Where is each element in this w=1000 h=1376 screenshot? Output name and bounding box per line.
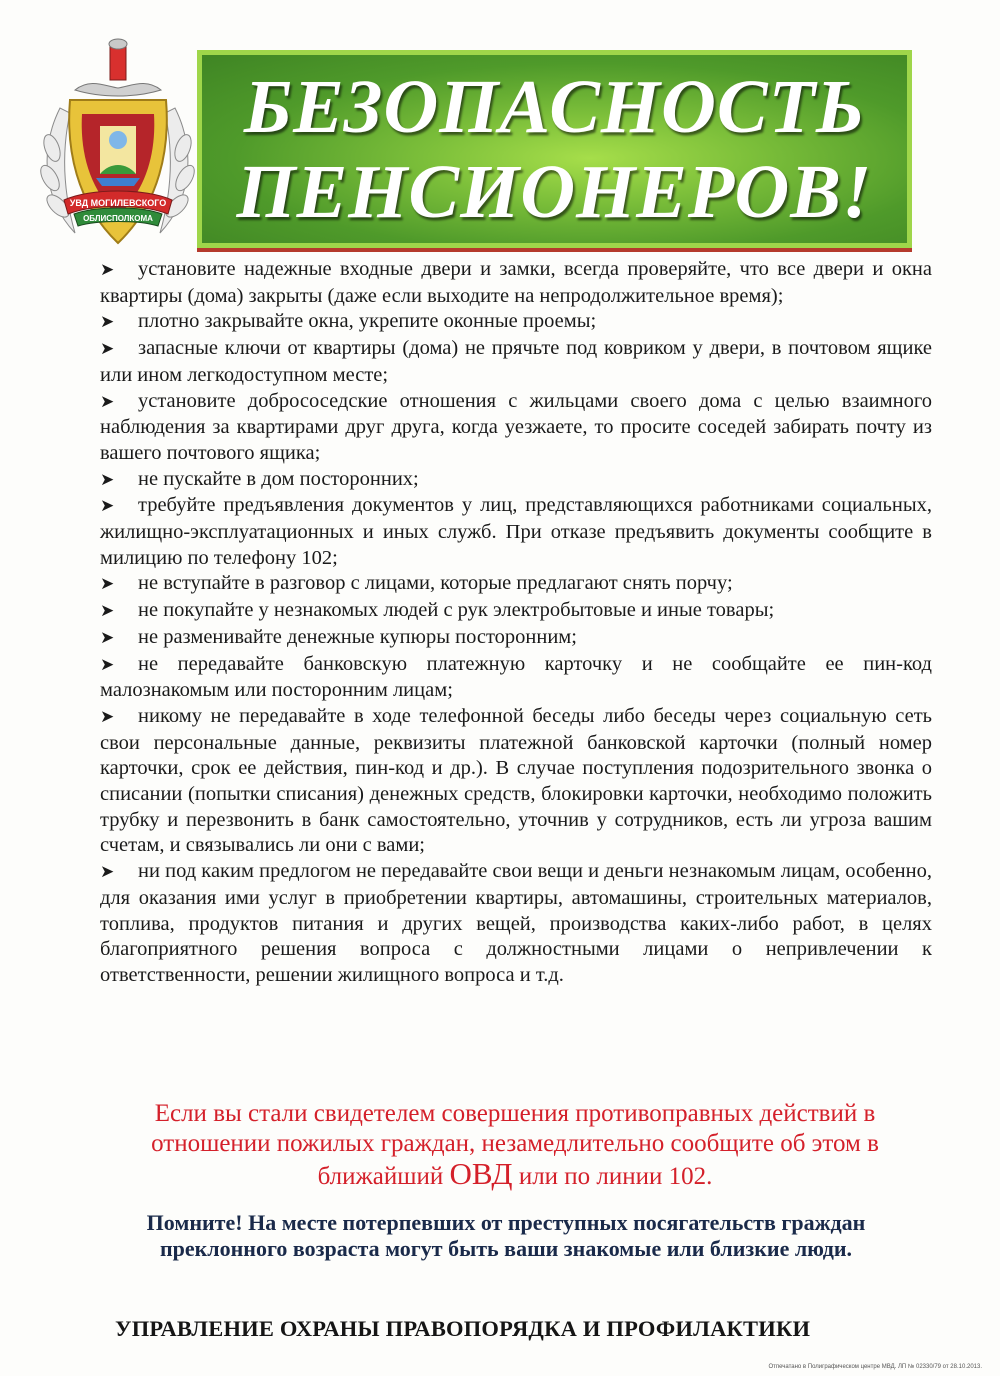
title-banner [197,50,912,248]
tip-text: не пускайте в дом посторонних; [138,467,419,490]
title-line-1: БЕЗОПАСНОСТЬ [243,65,866,149]
arrow-bullet-icon: ➤ [100,574,115,595]
tip-text: ни под каким предлогом не передавайте свои вещи и деньги незнакомым лицам, особенно, для оказания ими услуг в приобретении квартиры, автомашины, строительных материалов, топлива, продуктов питания и других вещей, производства каких-либо работ, в целях благоприятного решения вопроса с должностными лицами о непривлечении к ответственности, решении жилищного вопроса и т.д. [100,860,932,986]
tip-item [100,571,932,598]
arrow-bullet-icon: ➤ [100,391,115,412]
tip-item [100,389,932,467]
arrow-bullet-icon: ➤ [100,469,115,490]
tip-text: плотно закрывайте окна, укрепите оконные проемы; [138,310,597,333]
tip-text: установите надежные входные двери и замки, всегда проверяйте, что все двери и окна квартиры (дома) закрыты (даже если выходите на непродолжительное время); [100,258,932,307]
safety-tips-list [100,257,932,989]
tip-text: не передавайте банковскую платежную карточку и не сообщайте ее пин-код малознакомым или посторонним лицам; [100,652,932,702]
police-emblem [30,38,205,253]
title-line-2: ПЕНСИОНЕРОВ! [236,150,873,234]
tip-text: установите добрососедские отношения с жильцами своего дома с целью взаимного наблюдения за квартирами друг друга, когда уезжаете, то просите соседей забирать почту из вашего почтового ящика; [100,389,932,464]
tip-text: запасные ключи от квартиры (дома) не прячьте под ковриком у двери, в почтовом ящике или ином легкодоступном месте; [100,337,932,386]
tip-item [100,598,932,625]
tip-item [100,257,932,309]
arrow-bullet-icon: ➤ [100,654,115,675]
shield-emblem-icon [30,38,205,253]
tip-text: не вступайте в разговор с лицами, которые предлагают снять порчу; [138,572,733,595]
tip-text: никому не передавайте в ходе телефонной беседы либо беседы через социальную сеть свои персональные данные, реквизиты платежной банковской карточки (полный номер карточки, срок ее действия, пин-код и др.). В случае поступления подозрительного звонка о списании (попытки списания) денежных средств, блокировки карточки, необходимо положить трубку и перезвонить в банк самостоятельно, уточнив у сотрудников, есть ли угроза вашим счетам, и связывались ли они с вами; [100,704,932,857]
arrow-bullet-icon: ➤ [100,339,115,360]
print-imprint: Отпечатано в Полиграфическом центре МВД. ЛП № 02330/79 от 28.10.2013. [768,1364,982,1370]
arrow-bullet-icon: ➤ [100,862,115,883]
arrow-bullet-icon: ➤ [100,312,115,333]
warning-text-end: или по линии 102. [512,1163,713,1190]
arrow-bullet-icon: ➤ [100,260,115,280]
tip-item [100,859,932,989]
arrow-bullet-icon: ➤ [100,601,115,622]
arrow-bullet-icon: ➤ [100,496,115,517]
tip-text: не разменивайте денежные купюры посторонним; [138,625,577,648]
tip-item [100,493,932,571]
witness-warning [110,1099,920,1192]
tip-item [100,652,932,704]
tip-item [100,467,932,494]
arrow-bullet-icon: ➤ [100,706,115,727]
warning-highlight-ovd: ОВД [449,1156,513,1191]
tip-item [100,309,932,336]
arrow-bullet-icon: ➤ [100,627,115,648]
tip-text: не покупайте у незнакомых людей с рук электробытовые и иные товары; [138,599,775,622]
emblem-ribbon-line1: УВД МОГИЛЕВСКОГО [69,198,167,208]
tip-item [100,704,932,859]
footer-organization: УПРАВЛЕНИЕ ОХРАНЫ ПРАВОПОРЯДКА И ПРОФИЛАКТИКИ [115,1316,811,1341]
remember-note: Помните! На месте потерпевших от преступных посягательств граждан преклонного возраста могут быть ваши знакомые или близкие люди. [146,1210,866,1261]
tip-item [100,625,932,652]
tip-text: требуйте предъявления документов у лиц, представляющихся работниками социальных, жилищно-эксплуатационных и иных служб. При отказе предъявить документы сообщите в милицию по телефону 102; [100,494,932,569]
tip-item [100,336,932,388]
emblem-ribbon-line2: ОБЛИСПОЛКОМА [83,214,153,223]
warning-text: Если вы стали свидетелем совершения противоправных действий в отношении пожилых граждан, незамедлительно сообщите об этом в ближайший [151,1100,879,1190]
